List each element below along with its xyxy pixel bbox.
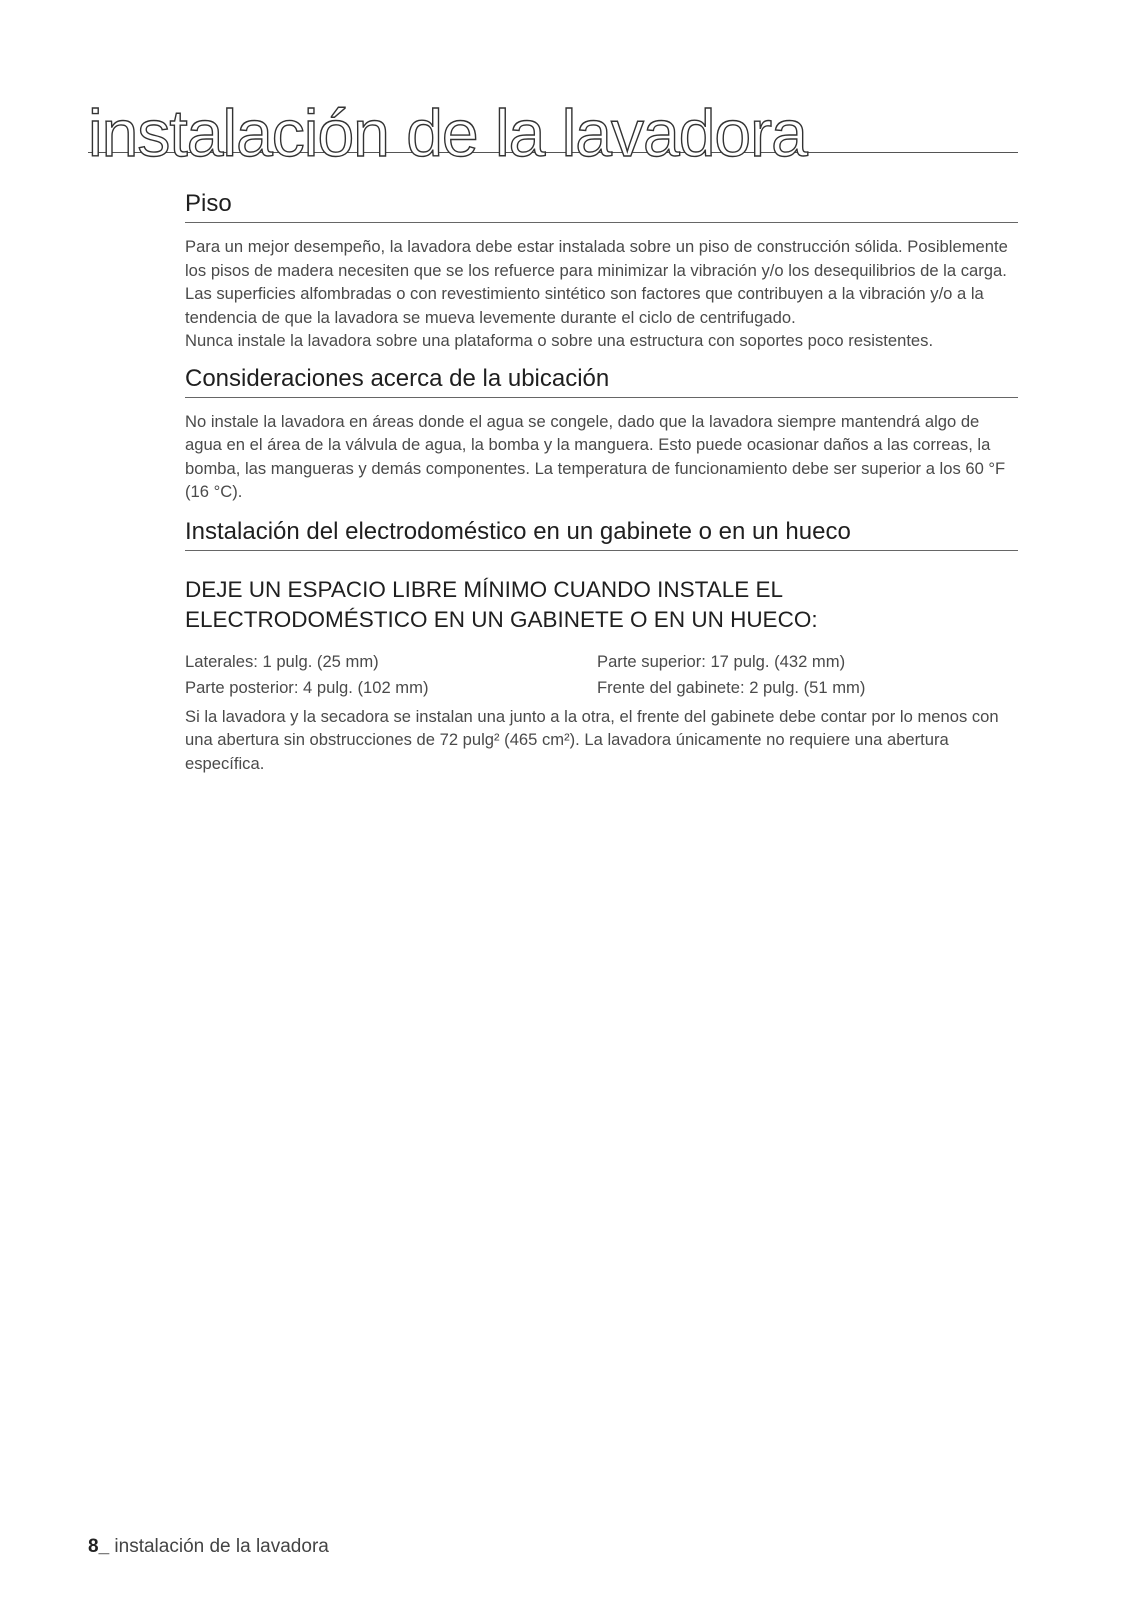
section-instalacion bbox=[185, 518, 1018, 776]
piso-paragraph-2: Nunca instale la lavadora sobre una plataforma o sobre una estructura con soportes poco resistentes. bbox=[185, 331, 934, 350]
page-title bbox=[88, 70, 1018, 170]
section-heading-instalacion: Instalación del electrodoméstico en un gabinete o en un hueco bbox=[185, 518, 1018, 551]
clearance-subheading: DEJE UN ESPACIO LIBRE MÍNIMO CUANDO INSTALE EL ELECTRODOMÉSTICO EN UN GABINETE O EN UN HUECO: bbox=[185, 576, 818, 632]
clearance-item: Frente del gabinete: 2 pulg. (51 mm) bbox=[597, 677, 866, 697]
piso-paragraph-1: Para un mejor desempeño, la lavadora debe estar instalada sobre un piso de construcción sólida. Posiblemente los pisos de madera necesiten que se los refuerce para minimizar la vibración y/o los desequilibrios de la carga. Las superficies alfombradas o con revestimiento sintético son factores que contribuyen a la vibración y/o a la tendencia de que la lavadora se mueva levemente durante el ciclo de centrifugado. bbox=[185, 237, 1008, 327]
clearance-list bbox=[185, 649, 1018, 701]
ubicacion-paragraph: No instale la lavadora en áreas donde el agua se congele, dado que la lavadora siempre mantendrá algo de agua en el área de la válvula de agua, la bomba y la manguera. Esto puede ocasionar daños a las correas, la bomba, las mangueras y demás componentes. La temperatura de funcionamiento debe ser superior a los 60 °F (16 °C). bbox=[185, 411, 1006, 501]
section-heading-ubicacion: Consideraciones acerca de la ubicación bbox=[185, 365, 1018, 398]
main-content bbox=[185, 190, 1018, 775]
clearance-item: Parte superior: 17 pulg. (432 mm) bbox=[597, 651, 846, 671]
clearance-item: Laterales: 1 pulg. (25 mm) bbox=[185, 651, 379, 671]
page-title-text: instalación de la lavadora bbox=[88, 96, 807, 170]
section-piso bbox=[185, 190, 1018, 353]
page-footer bbox=[88, 1536, 329, 1558]
clearance-item: Parte posterior: 4 pulg. (102 mm) bbox=[185, 677, 429, 697]
page-number: 8_ bbox=[88, 1536, 110, 1557]
section-heading-piso: Piso bbox=[185, 190, 1018, 223]
footer-text: instalación de la lavadora bbox=[109, 1536, 329, 1557]
section-ubicacion bbox=[185, 365, 1018, 504]
instalacion-note: Si la lavadora y la secadora se instalan una junto a la otra, el frente del gabinete debe contar por lo menos con una abertura sin obstrucciones de 72 pulg² (465 cm²). La lavadora únicamente no requiere una abertura específica. bbox=[185, 706, 999, 773]
